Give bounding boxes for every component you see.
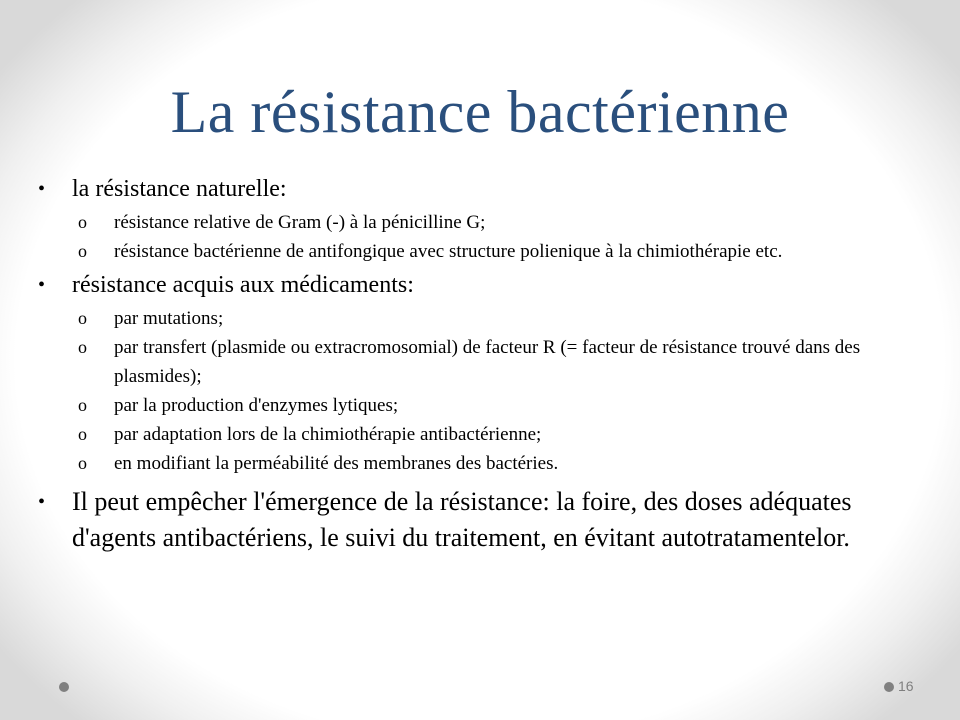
- bullet-icon: •: [38, 491, 46, 513]
- sub-bullet-icon: o: [78, 241, 87, 261]
- sub-bullet-text: par adaptation lors de la chimiothérapie antibactérienne;: [114, 424, 542, 445]
- sub-bullet-icon: o: [78, 308, 87, 328]
- sub-bullet-icon: o: [78, 424, 87, 444]
- sub-bullet-icon: o: [78, 337, 87, 357]
- sub-bullet-item: [78, 208, 918, 237]
- sub-bullet-item: [78, 391, 918, 420]
- footer-dot-left-icon: [59, 682, 69, 692]
- sub-bullet-item: [78, 449, 918, 478]
- sub-bullet-icon: o: [78, 212, 87, 232]
- sub-bullet-icon: o: [78, 395, 87, 415]
- footer-dot-right-icon: [884, 682, 894, 692]
- sub-bullet-text: résistance relative de Gram (-) à la pénicilline G;: [114, 212, 486, 233]
- sub-bullet-text: par la production d'enzymes lytiques;: [114, 395, 399, 416]
- bullet-icon: •: [38, 178, 46, 200]
- page-number: 16: [898, 678, 914, 694]
- bullet-text: la résistance naturelle:: [72, 176, 287, 202]
- sub-bullet-item: [78, 304, 918, 333]
- sub-bullet-text: résistance bactérienne de antifongique avec structure polienique à la chimiothérapie etc.: [114, 241, 783, 262]
- sub-bullet-item: [78, 237, 918, 266]
- sub-bullet-text: par transfert (plasmide ou extracromosomial) de facteur R (= facteur de résistance trouvé dans des plasmides);: [114, 337, 861, 387]
- sub-bullet-text: en modifiant la perméabilité des membranes des bactéries.: [114, 453, 559, 474]
- sub-bullet-item: [78, 420, 918, 449]
- slide-title: La résistance bactérienne: [170, 79, 790, 145]
- bullet-text: résistance acquis aux médicaments:: [72, 272, 414, 298]
- slide-content: [38, 170, 918, 560]
- bullet-text: Il peut empêcher l'émergence de la résistance: la foire, des doses adéquates d'agents antibactériens, le suivi du traitement, en évitant autotratamentelor.: [72, 487, 852, 552]
- sub-bullet-item: [78, 333, 918, 391]
- sub-bullet-icon: o: [78, 453, 87, 473]
- bullet-item: [38, 270, 918, 300]
- bullet-item: [38, 484, 918, 556]
- bullet-item: [38, 174, 918, 204]
- bullet-icon: •: [38, 274, 46, 296]
- sub-bullet-text: par mutations;: [114, 308, 224, 329]
